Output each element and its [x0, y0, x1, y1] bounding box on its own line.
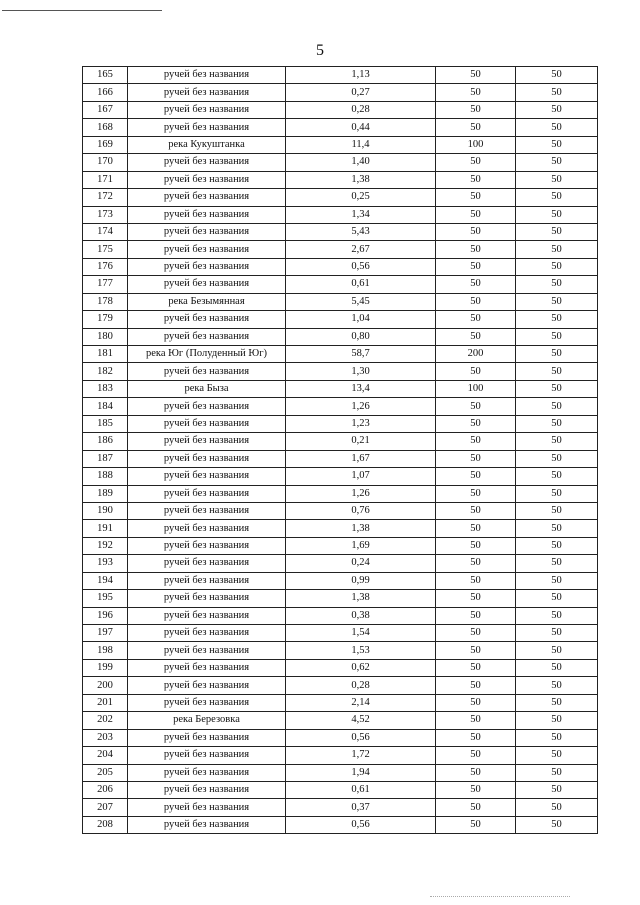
- coastal-strip-width-cell: 50: [516, 712, 598, 729]
- protection-zone-width-cell: 50: [436, 468, 516, 485]
- length-km-cell: 1,26: [286, 398, 436, 415]
- row-number-cell: 202: [83, 712, 128, 729]
- coastal-strip-width-cell: 50: [516, 572, 598, 589]
- length-km-cell: 0,25: [286, 189, 436, 206]
- length-km-cell: 1,69: [286, 537, 436, 554]
- length-km-cell: 0,76: [286, 502, 436, 519]
- watercourse-name-cell: ручей без названия: [128, 555, 286, 572]
- protection-zone-width-cell: 50: [436, 555, 516, 572]
- coastal-strip-width-cell: 50: [516, 764, 598, 781]
- length-km-cell: 1,40: [286, 154, 436, 171]
- protection-zone-width-cell: 50: [436, 328, 516, 345]
- coastal-strip-width-cell: 50: [516, 468, 598, 485]
- rivers-table: [82, 66, 598, 834]
- row-number-cell: 196: [83, 607, 128, 624]
- row-number-cell: 208: [83, 816, 128, 833]
- table-row: [83, 84, 598, 101]
- coastal-strip-width-cell: 50: [516, 241, 598, 258]
- row-number-cell: 197: [83, 625, 128, 642]
- length-km-cell: 0,56: [286, 258, 436, 275]
- watercourse-name-cell: река Безымянная: [128, 293, 286, 310]
- length-km-cell: 1,07: [286, 468, 436, 485]
- protection-zone-width-cell: 50: [436, 607, 516, 624]
- table-row: [83, 328, 598, 345]
- length-km-cell: 0,21: [286, 433, 436, 450]
- length-km-cell: 0,24: [286, 555, 436, 572]
- watercourse-name-cell: ручей без названия: [128, 67, 286, 84]
- length-km-cell: 1,67: [286, 450, 436, 467]
- table-row: [83, 171, 598, 188]
- protection-zone-width-cell: 50: [436, 119, 516, 136]
- row-number-cell: 166: [83, 84, 128, 101]
- row-number-cell: 184: [83, 398, 128, 415]
- protection-zone-width-cell: 50: [436, 433, 516, 450]
- watercourse-name-cell: река Березовка: [128, 712, 286, 729]
- table-row: [83, 363, 598, 380]
- protection-zone-width-cell: 50: [436, 816, 516, 833]
- protection-zone-width-cell: 50: [436, 363, 516, 380]
- watercourse-name-cell: ручей без названия: [128, 694, 286, 711]
- length-km-cell: 0,56: [286, 816, 436, 833]
- table-row: [83, 502, 598, 519]
- coastal-strip-width-cell: 50: [516, 799, 598, 816]
- row-number-cell: 171: [83, 171, 128, 188]
- watercourse-name-cell: ручей без названия: [128, 468, 286, 485]
- coastal-strip-width-cell: 50: [516, 258, 598, 275]
- protection-zone-width-cell: 50: [436, 258, 516, 275]
- table-row: [83, 816, 598, 833]
- coastal-strip-width-cell: 50: [516, 380, 598, 397]
- protection-zone-width-cell: 50: [436, 171, 516, 188]
- row-number-cell: 186: [83, 433, 128, 450]
- table-row: [83, 520, 598, 537]
- table-row: [83, 659, 598, 676]
- coastal-strip-width-cell: 50: [516, 206, 598, 223]
- watercourse-name-cell: ручей без названия: [128, 572, 286, 589]
- watercourse-name-cell: ручей без названия: [128, 677, 286, 694]
- table-row: [83, 485, 598, 502]
- coastal-strip-width-cell: 50: [516, 415, 598, 432]
- table-row: [83, 223, 598, 240]
- row-number-cell: 183: [83, 380, 128, 397]
- watercourse-name-cell: ручей без названия: [128, 119, 286, 136]
- table-row: [83, 607, 598, 624]
- coastal-strip-width-cell: 50: [516, 171, 598, 188]
- table-row: [83, 293, 598, 310]
- protection-zone-width-cell: 50: [436, 520, 516, 537]
- coastal-strip-width-cell: 50: [516, 677, 598, 694]
- watercourse-name-cell: ручей без названия: [128, 729, 286, 746]
- row-number-cell: 199: [83, 659, 128, 676]
- protection-zone-width-cell: 50: [436, 712, 516, 729]
- footer-scan-marks: [430, 896, 570, 897]
- coastal-strip-width-cell: 50: [516, 816, 598, 833]
- length-km-cell: 58,7: [286, 346, 436, 363]
- coastal-strip-width-cell: 50: [516, 189, 598, 206]
- header-rule: [2, 10, 162, 11]
- watercourse-name-cell: ручей без названия: [128, 101, 286, 118]
- row-number-cell: 176: [83, 258, 128, 275]
- table-row: [83, 189, 598, 206]
- watercourse-name-cell: ручей без названия: [128, 241, 286, 258]
- coastal-strip-width-cell: 50: [516, 119, 598, 136]
- coastal-strip-width-cell: 50: [516, 136, 598, 153]
- watercourse-name-cell: ручей без названия: [128, 223, 286, 240]
- watercourse-name-cell: ручей без названия: [128, 537, 286, 554]
- length-km-cell: 0,62: [286, 659, 436, 676]
- length-km-cell: 0,37: [286, 799, 436, 816]
- protection-zone-width-cell: 50: [436, 781, 516, 798]
- protection-zone-width-cell: 50: [436, 189, 516, 206]
- length-km-cell: 2,67: [286, 241, 436, 258]
- table-row: [83, 450, 598, 467]
- coastal-strip-width-cell: 50: [516, 747, 598, 764]
- table-row: [83, 206, 598, 223]
- table-row: [83, 119, 598, 136]
- protection-zone-width-cell: 100: [436, 136, 516, 153]
- table-row: [83, 154, 598, 171]
- row-number-cell: 170: [83, 154, 128, 171]
- page-number: 5: [316, 42, 324, 59]
- row-number-cell: 201: [83, 694, 128, 711]
- length-km-cell: 0,28: [286, 677, 436, 694]
- row-number-cell: 191: [83, 520, 128, 537]
- length-km-cell: 1,38: [286, 520, 436, 537]
- row-number-cell: 178: [83, 293, 128, 310]
- coastal-strip-width-cell: 50: [516, 642, 598, 659]
- protection-zone-width-cell: 50: [436, 415, 516, 432]
- row-number-cell: 175: [83, 241, 128, 258]
- protection-zone-width-cell: 50: [436, 677, 516, 694]
- coastal-strip-width-cell: 50: [516, 84, 598, 101]
- length-km-cell: 1,38: [286, 171, 436, 188]
- row-number-cell: 194: [83, 572, 128, 589]
- row-number-cell: 192: [83, 537, 128, 554]
- coastal-strip-width-cell: 50: [516, 694, 598, 711]
- row-number-cell: 193: [83, 555, 128, 572]
- length-km-cell: 1,34: [286, 206, 436, 223]
- coastal-strip-width-cell: 50: [516, 223, 598, 240]
- row-number-cell: 182: [83, 363, 128, 380]
- watercourse-name-cell: ручей без названия: [128, 258, 286, 275]
- table-row: [83, 276, 598, 293]
- table-row: [83, 590, 598, 607]
- coastal-strip-width-cell: 50: [516, 555, 598, 572]
- coastal-strip-width-cell: 50: [516, 625, 598, 642]
- table-row: [83, 555, 598, 572]
- row-number-cell: 172: [83, 189, 128, 206]
- watercourse-name-cell: ручей без названия: [128, 520, 286, 537]
- table-row: [83, 625, 598, 642]
- row-number-cell: 181: [83, 346, 128, 363]
- table-row: [83, 781, 598, 798]
- protection-zone-width-cell: 50: [436, 241, 516, 258]
- watercourse-name-cell: река Кукуштанка: [128, 136, 286, 153]
- table-row: [83, 136, 598, 153]
- table-row: [83, 694, 598, 711]
- row-number-cell: 205: [83, 764, 128, 781]
- row-number-cell: 174: [83, 223, 128, 240]
- table-row: [83, 468, 598, 485]
- length-km-cell: 0,38: [286, 607, 436, 624]
- row-number-cell: 177: [83, 276, 128, 293]
- coastal-strip-width-cell: 50: [516, 433, 598, 450]
- watercourse-name-cell: ручей без названия: [128, 154, 286, 171]
- table-row: [83, 101, 598, 118]
- coastal-strip-width-cell: 50: [516, 363, 598, 380]
- watercourse-name-cell: ручей без названия: [128, 415, 286, 432]
- table-row: [83, 642, 598, 659]
- protection-zone-width-cell: 50: [436, 729, 516, 746]
- length-km-cell: 0,44: [286, 119, 436, 136]
- watercourse-name-cell: ручей без названия: [128, 799, 286, 816]
- table-row: [83, 241, 598, 258]
- watercourse-name-cell: ручей без названия: [128, 764, 286, 781]
- table-row: [83, 346, 598, 363]
- watercourse-name-cell: ручей без названия: [128, 189, 286, 206]
- length-km-cell: 4,52: [286, 712, 436, 729]
- protection-zone-width-cell: 50: [436, 747, 516, 764]
- table-row: [83, 311, 598, 328]
- row-number-cell: 190: [83, 502, 128, 519]
- row-number-cell: 165: [83, 67, 128, 84]
- table-row: [83, 799, 598, 816]
- row-number-cell: 207: [83, 799, 128, 816]
- length-km-cell: 13,4: [286, 380, 436, 397]
- watercourse-name-cell: ручей без названия: [128, 206, 286, 223]
- watercourse-name-cell: ручей без названия: [128, 607, 286, 624]
- length-km-cell: 5,43: [286, 223, 436, 240]
- watercourse-name-cell: ручей без названия: [128, 590, 286, 607]
- table-row: [83, 67, 598, 84]
- protection-zone-width-cell: 50: [436, 311, 516, 328]
- row-number-cell: 188: [83, 468, 128, 485]
- table-row: [83, 747, 598, 764]
- coastal-strip-width-cell: 50: [516, 346, 598, 363]
- protection-zone-width-cell: 50: [436, 485, 516, 502]
- watercourse-name-cell: ручей без названия: [128, 642, 286, 659]
- row-number-cell: 200: [83, 677, 128, 694]
- protection-zone-width-cell: 50: [436, 694, 516, 711]
- row-number-cell: 206: [83, 781, 128, 798]
- watercourse-name-cell: ручей без названия: [128, 625, 286, 642]
- length-km-cell: 0,80: [286, 328, 436, 345]
- coastal-strip-width-cell: 50: [516, 485, 598, 502]
- table-row: [83, 258, 598, 275]
- protection-zone-width-cell: 200: [436, 346, 516, 363]
- watercourse-name-cell: ручей без названия: [128, 433, 286, 450]
- watercourse-name-cell: ручей без названия: [128, 328, 286, 345]
- protection-zone-width-cell: 50: [436, 450, 516, 467]
- coastal-strip-width-cell: 50: [516, 729, 598, 746]
- watercourse-name-cell: ручей без названия: [128, 781, 286, 798]
- length-km-cell: 1,38: [286, 590, 436, 607]
- coastal-strip-width-cell: 50: [516, 502, 598, 519]
- row-number-cell: 179: [83, 311, 128, 328]
- row-number-cell: 203: [83, 729, 128, 746]
- coastal-strip-width-cell: 50: [516, 537, 598, 554]
- protection-zone-width-cell: 50: [436, 799, 516, 816]
- protection-zone-width-cell: 50: [436, 537, 516, 554]
- protection-zone-width-cell: 50: [436, 84, 516, 101]
- coastal-strip-width-cell: 50: [516, 607, 598, 624]
- coastal-strip-width-cell: 50: [516, 101, 598, 118]
- coastal-strip-width-cell: 50: [516, 659, 598, 676]
- watercourse-name-cell: ручей без названия: [128, 398, 286, 415]
- row-number-cell: 167: [83, 101, 128, 118]
- protection-zone-width-cell: 50: [436, 502, 516, 519]
- coastal-strip-width-cell: 50: [516, 67, 598, 84]
- watercourse-name-cell: ручей без названия: [128, 171, 286, 188]
- row-number-cell: 195: [83, 590, 128, 607]
- coastal-strip-width-cell: 50: [516, 154, 598, 171]
- length-km-cell: 1,54: [286, 625, 436, 642]
- watercourse-name-cell: ручей без названия: [128, 363, 286, 380]
- row-number-cell: 204: [83, 747, 128, 764]
- protection-zone-width-cell: 50: [436, 398, 516, 415]
- row-number-cell: 169: [83, 136, 128, 153]
- row-number-cell: 198: [83, 642, 128, 659]
- protection-zone-width-cell: 100: [436, 380, 516, 397]
- protection-zone-width-cell: 50: [436, 293, 516, 310]
- watercourse-name-cell: река Юг (Полуденный Юг): [128, 346, 286, 363]
- table-row: [83, 572, 598, 589]
- watercourse-name-cell: ручей без названия: [128, 450, 286, 467]
- protection-zone-width-cell: 50: [436, 101, 516, 118]
- table-row: [83, 537, 598, 554]
- rivers-table-body: [83, 67, 598, 834]
- row-number-cell: 180: [83, 328, 128, 345]
- watercourse-name-cell: река Быза: [128, 380, 286, 397]
- protection-zone-width-cell: 50: [436, 642, 516, 659]
- coastal-strip-width-cell: 50: [516, 590, 598, 607]
- row-number-cell: 189: [83, 485, 128, 502]
- table-row: [83, 433, 598, 450]
- coastal-strip-width-cell: 50: [516, 520, 598, 537]
- protection-zone-width-cell: 50: [436, 67, 516, 84]
- row-number-cell: 168: [83, 119, 128, 136]
- length-km-cell: 1,30: [286, 363, 436, 380]
- length-km-cell: 0,27: [286, 84, 436, 101]
- length-km-cell: 1,04: [286, 311, 436, 328]
- length-km-cell: 1,53: [286, 642, 436, 659]
- watercourse-name-cell: ручей без названия: [128, 816, 286, 833]
- row-number-cell: 187: [83, 450, 128, 467]
- watercourse-name-cell: ручей без названия: [128, 311, 286, 328]
- coastal-strip-width-cell: 50: [516, 311, 598, 328]
- table-row: [83, 677, 598, 694]
- length-km-cell: 0,61: [286, 781, 436, 798]
- length-km-cell: 11,4: [286, 136, 436, 153]
- protection-zone-width-cell: 50: [436, 572, 516, 589]
- coastal-strip-width-cell: 50: [516, 781, 598, 798]
- length-km-cell: 0,61: [286, 276, 436, 293]
- watercourse-name-cell: ручей без названия: [128, 84, 286, 101]
- length-km-cell: 0,28: [286, 101, 436, 118]
- length-km-cell: 0,99: [286, 572, 436, 589]
- table-row: [83, 729, 598, 746]
- length-km-cell: 0,56: [286, 729, 436, 746]
- protection-zone-width-cell: 50: [436, 154, 516, 171]
- protection-zone-width-cell: 50: [436, 625, 516, 642]
- row-number-cell: 185: [83, 415, 128, 432]
- protection-zone-width-cell: 50: [436, 276, 516, 293]
- coastal-strip-width-cell: 50: [516, 328, 598, 345]
- watercourse-name-cell: ручей без названия: [128, 485, 286, 502]
- coastal-strip-width-cell: 50: [516, 450, 598, 467]
- protection-zone-width-cell: 50: [436, 206, 516, 223]
- protection-zone-width-cell: 50: [436, 223, 516, 240]
- length-km-cell: 5,45: [286, 293, 436, 310]
- coastal-strip-width-cell: 50: [516, 276, 598, 293]
- table-row: [83, 398, 598, 415]
- length-km-cell: 1,13: [286, 67, 436, 84]
- table-row: [83, 415, 598, 432]
- protection-zone-width-cell: 50: [436, 659, 516, 676]
- length-km-cell: 1,26: [286, 485, 436, 502]
- length-km-cell: 2,14: [286, 694, 436, 711]
- row-number-cell: 173: [83, 206, 128, 223]
- protection-zone-width-cell: 50: [436, 764, 516, 781]
- table-row: [83, 712, 598, 729]
- watercourse-name-cell: ручей без названия: [128, 276, 286, 293]
- protection-zone-width-cell: 50: [436, 590, 516, 607]
- watercourse-name-cell: ручей без названия: [128, 502, 286, 519]
- length-km-cell: 1,72: [286, 747, 436, 764]
- coastal-strip-width-cell: 50: [516, 398, 598, 415]
- watercourse-name-cell: ручей без названия: [128, 659, 286, 676]
- table-row: [83, 764, 598, 781]
- length-km-cell: 1,94: [286, 764, 436, 781]
- coastal-strip-width-cell: 50: [516, 293, 598, 310]
- watercourse-name-cell: ручей без названия: [128, 747, 286, 764]
- length-km-cell: 1,23: [286, 415, 436, 432]
- table-row: [83, 380, 598, 397]
